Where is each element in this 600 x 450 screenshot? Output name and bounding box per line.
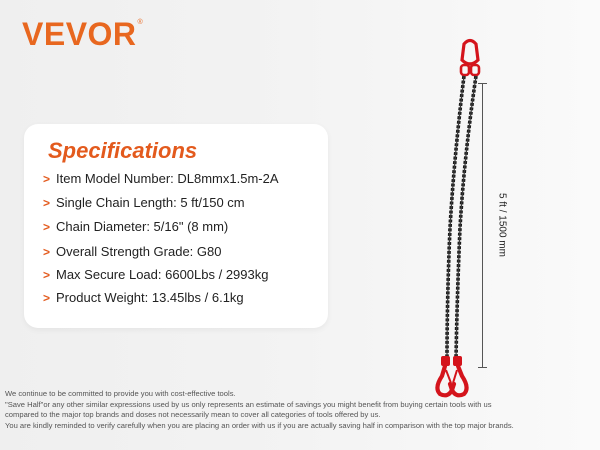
brand-name: VEVOR	[22, 16, 137, 52]
spec-item-text: Max Secure Load: 6600Lbs / 2993kg	[56, 267, 269, 282]
spec-item-text: Product Weight: 13.45lbs / 6.1kg	[56, 290, 244, 305]
master-link-icon	[461, 41, 479, 76]
spec-item-model-number	[43, 171, 279, 187]
disclaimer-line: compared to the major top brands and doses not necessarily mean to cover all categories of tools offered by us.	[5, 410, 381, 420]
spec-item-text: Single Chain Length: 5 ft/150 cm	[56, 195, 245, 210]
specifications-list	[24, 124, 328, 328]
spec-item-chain-length	[43, 195, 245, 211]
brand-logo	[22, 18, 143, 50]
disclaimer-line: "Save Half"or any other similar expressions used by us only represents an estimate of savings you might benefit from buying certain tools with us	[5, 399, 492, 409]
left-chain-leg	[447, 76, 464, 360]
disclaimer-text	[5, 389, 600, 431]
chevron-right-icon: >	[43, 268, 51, 282]
chevron-right-icon: >	[43, 172, 51, 186]
specifications-title: Specifications	[48, 138, 198, 163]
registered-mark: ®	[137, 19, 143, 26]
chevron-right-icon: >	[43, 245, 51, 259]
chevron-right-icon: >	[43, 220, 51, 234]
spec-item-max-load	[43, 267, 268, 283]
spec-item-chain-diameter	[43, 219, 228, 235]
chevron-right-icon: >	[43, 291, 51, 305]
dimension-cap-bottom	[478, 367, 487, 368]
spec-item-text: Overall Strength Grade: G80	[56, 244, 222, 259]
dimension-line	[482, 83, 483, 367]
spec-item-product-weight	[43, 290, 244, 306]
dimension-cap-top	[478, 83, 487, 84]
specifications-card	[24, 124, 328, 328]
spec-item-text: Item Model Number: DL8mmx1.5m-2A	[56, 171, 279, 186]
disclaimer-line: You are kindly reminded to verify carefully when you are placing an order with us if you are actually saving half in comparison with the top major brands.	[5, 420, 514, 430]
disclaimer-line: We continue to be committed to provide you with cost-effective tools.	[5, 389, 236, 398]
spec-item-strength-grade	[43, 244, 221, 260]
spec-item-text: Chain Diameter: 5/16" (8 mm)	[56, 219, 229, 234]
dimension-label: 5 ft / 1500 mm	[496, 193, 508, 257]
chevron-right-icon: >	[43, 196, 51, 210]
